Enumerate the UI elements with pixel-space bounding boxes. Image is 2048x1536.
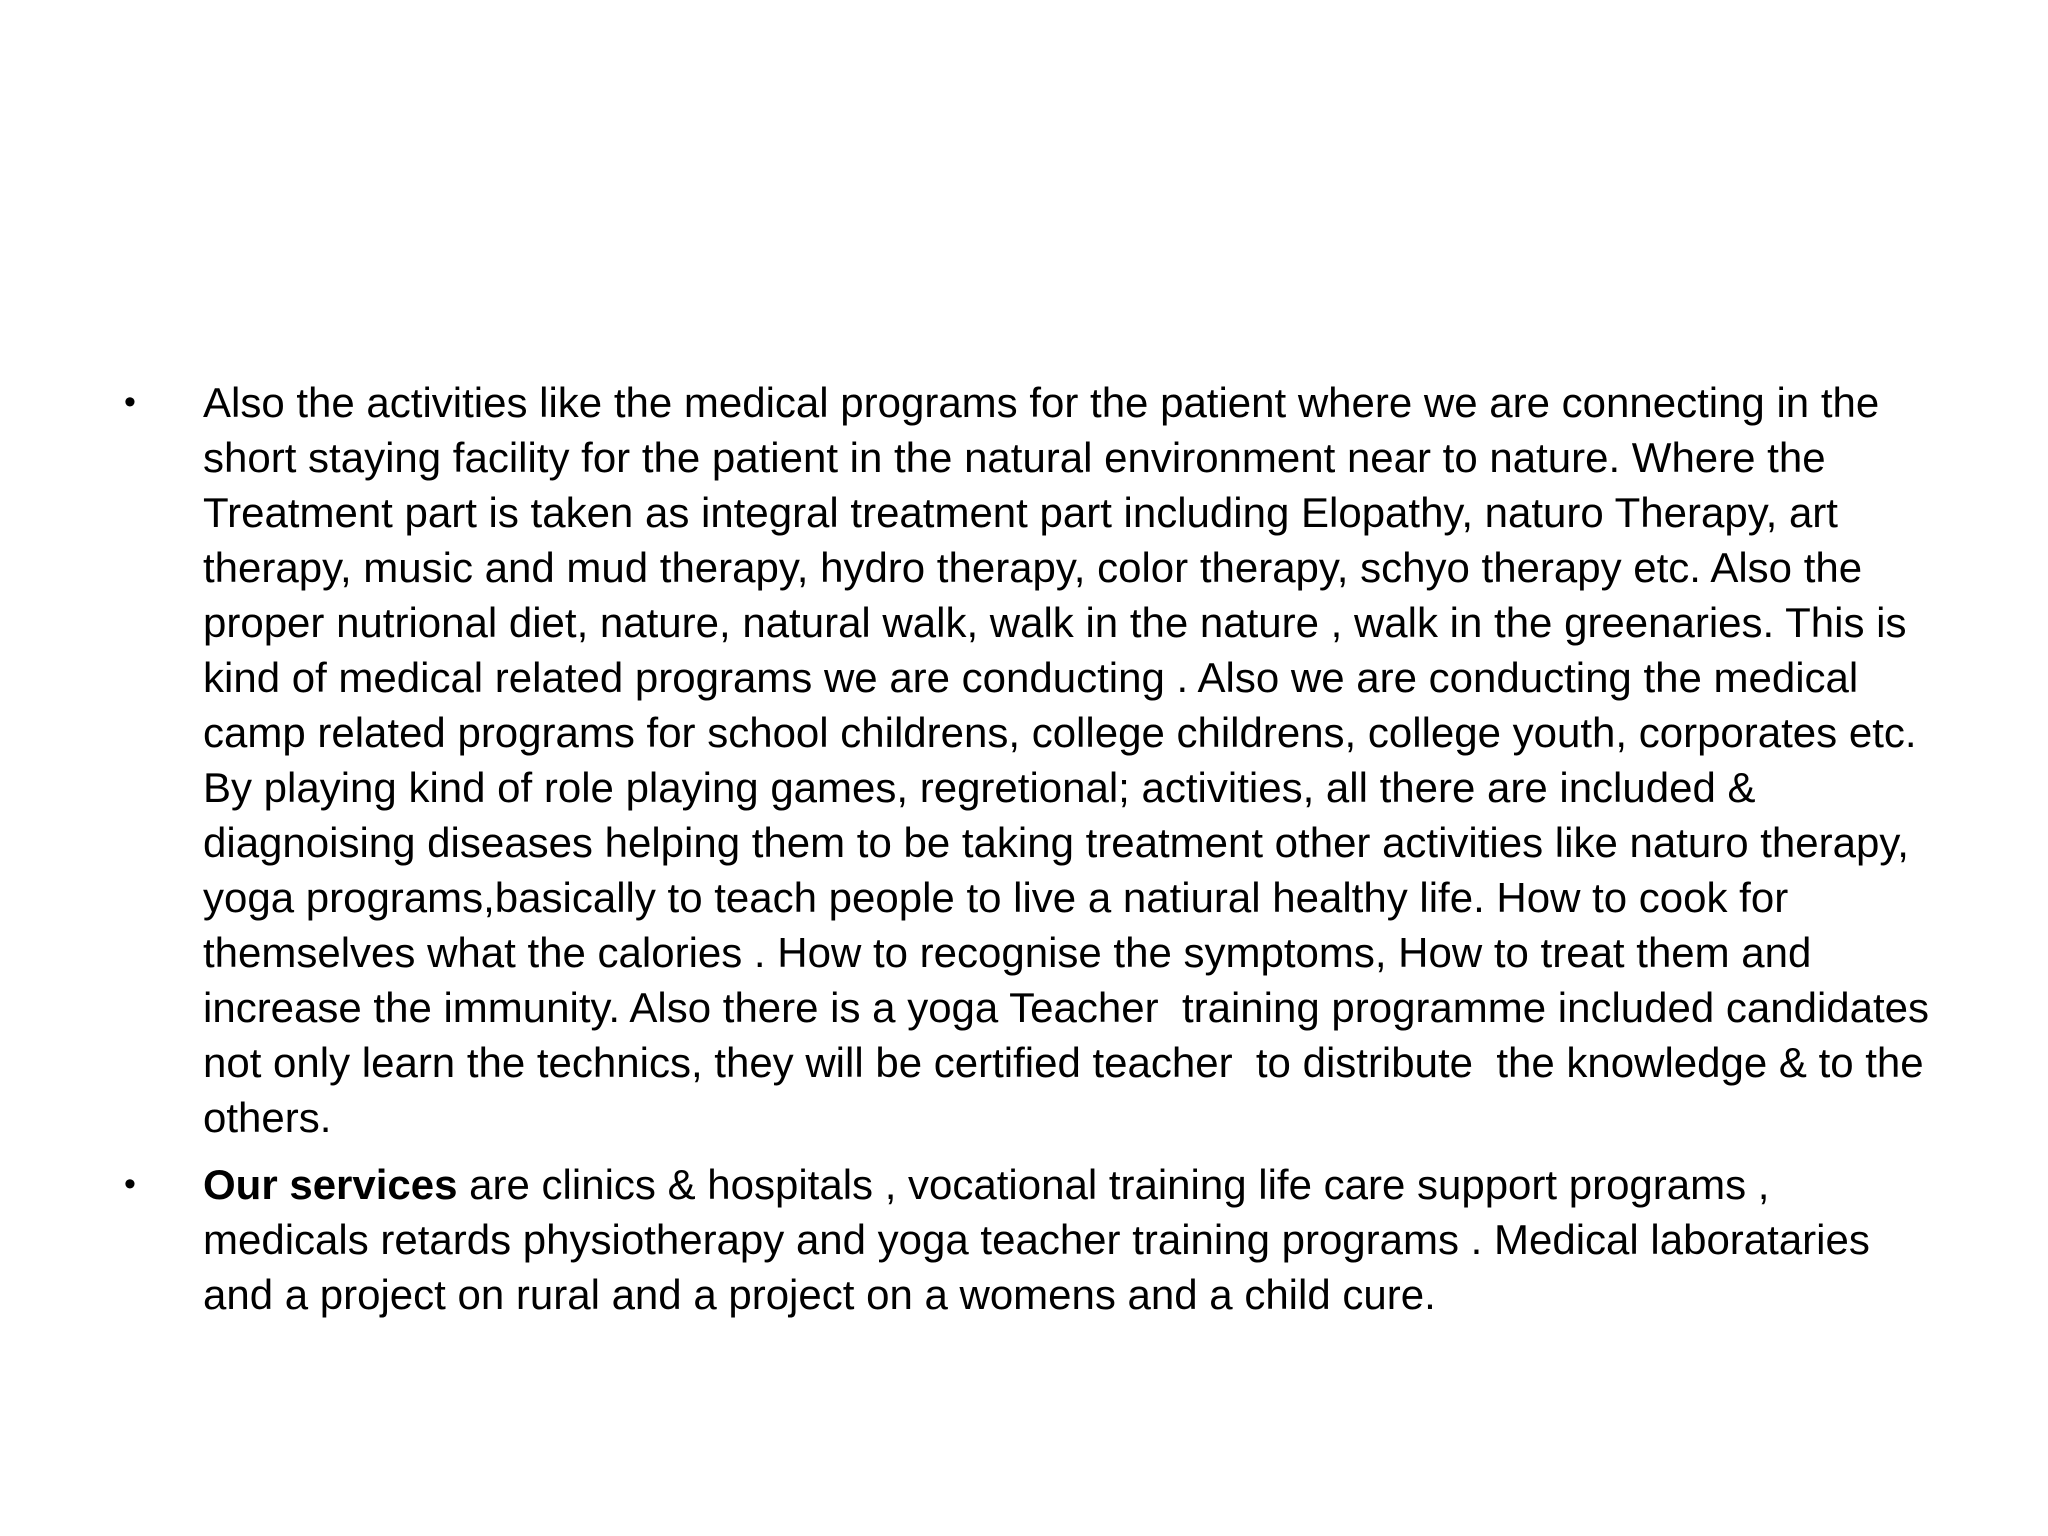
bullet-marker: • bbox=[124, 383, 136, 421]
bullet-list bbox=[118, 375, 1941, 1334]
bullet-text: Also the activities like the medical programs for the patient where we are connecting in the short staying facility for the patient in the natural environment near to nature. Where the Treatment part is taken as integral treatment part including Elopathy, naturo Therapy, art therapy, music and mud therapy, hydro therapy, color therapy, schyo therapy etc. Also the proper nutrional diet, nature, natural walk, walk in the nature , walk in the greenaries. This is kind of medical related programs we are conducting . Also we are conducting the medical camp related programs for school childrens, college childrens, college youth, corporates etc. By playing kind of role playing games, regretional; activities, all there are included & diagnoising diseases helping them to be taking treatment other activities like naturo therapy, yoga programs,basically to teach people to live a natiural healthy life. How to cook for themselves what the calories . How to recognise the symptoms, How to treat them and increase the immunity. Also there is a yoga Teacher training programme included candidates not only learn the technics, they will be certified teacher to distribute the knowledge & to the others. bbox=[203, 379, 1941, 1141]
bullet-marker: • bbox=[124, 1165, 136, 1203]
bullet-bold-lead: Our services bbox=[203, 1161, 458, 1208]
bullet-item-services bbox=[118, 1157, 1938, 1322]
bullet-text: are clinics & hospitals , vocational training life care support programs , medicals retards physiotherapy and yoga teacher training programs . Medical laborataries and a project on rural and a project on a womens and a child cure. bbox=[203, 1161, 1882, 1318]
bullet-item-activities bbox=[118, 375, 1941, 1145]
